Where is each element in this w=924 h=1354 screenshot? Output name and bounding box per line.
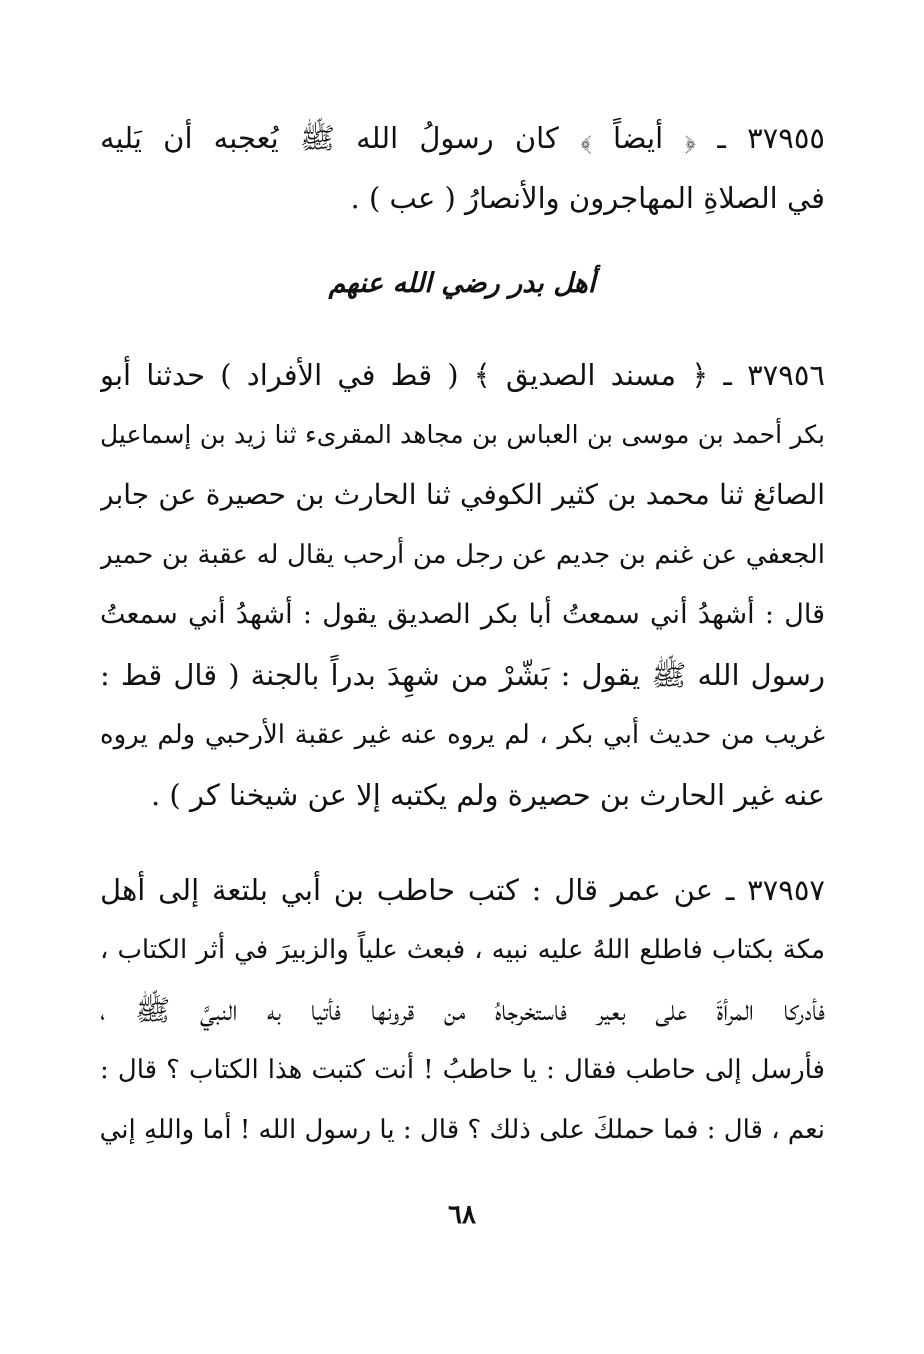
text-line: ٣٧٩٥٧ ـ عن عمر قال : كتب حاطب بن أبي بلتعة إلى أهل [100, 873, 825, 907]
text-line: ٣٧٩٥٦ ـ ﴿ مسند الصديق ﴾ ( قط في الأفراد ) حدثنا أبو [100, 358, 825, 392]
text-line: رسول الله ﷺ يقول : بَشّرْ من شهِدَ بدراً بالجنة ( قال قط : [100, 658, 825, 692]
text-line: فأدركا المرأةَ على بعير فاستخرجاهُ من قرونها فأتيا به النبيَّ ﷺ ، [100, 993, 825, 1027]
text-line: الصائغ ثنا محمد بن كثير الكوفي ثنا الحارث بن حصيرة عن جابر [100, 478, 825, 511]
page-number: ٦٨ [448, 1200, 476, 1230]
text-line: فأرسل إلى حاطب فقال : يا حاطبُ ! أنت كتبت هذا الكتاب ؟ قال : [100, 1055, 825, 1085]
text-line: قال : أشهدُ أني سمعتُ أبا بكر الصديق يقول : أشهدُ أني سمعتُ [100, 599, 825, 630]
hadith-37957 [100, 860, 825, 1160]
text-line: الجعفي عن غنم بن جديم عن رجل من أرحب يقال له عقبة بن حمير [100, 540, 825, 570]
section-heading: أهل بدر رضي الله عنهم [328, 268, 596, 299]
text-line: بكر أحمد بن موسى بن العباس بن مجاهد المقرىء ثنا زيد بن إسماعيل [100, 420, 825, 449]
hadith-37955 [100, 108, 825, 228]
text-line: نعم ، قال : فما حملكَ على ذلك ؟ قال : يا رسول الله ! أما واللهِ إني [100, 1115, 825, 1145]
text-line: في الصلاةِ المهاجرون والأنصارُ ( عب ) . [350, 181, 825, 215]
text-line: مكة بكتاب فاطلع اللهُ عليه نبيه ، فبعث علياً والزبيرَ في أثر الكتاب ، [100, 935, 825, 965]
text-line: غريب من حديث أبي بكر ، لم يروه عنه غير عقبة الأرحبي ولم يروه [100, 720, 825, 750]
text-line: ٣٧٩٥٥ ـ ﴿ أيضاً ﴾ كان رسولُ الله ﷺ يُعجبه أن يَليه [100, 121, 825, 155]
hadith-37956 [100, 345, 825, 825]
text-line: عنه غير الحارث بن حصيرة ولم يكتبه إلا عن شيخنا كر ) . [150, 778, 825, 812]
